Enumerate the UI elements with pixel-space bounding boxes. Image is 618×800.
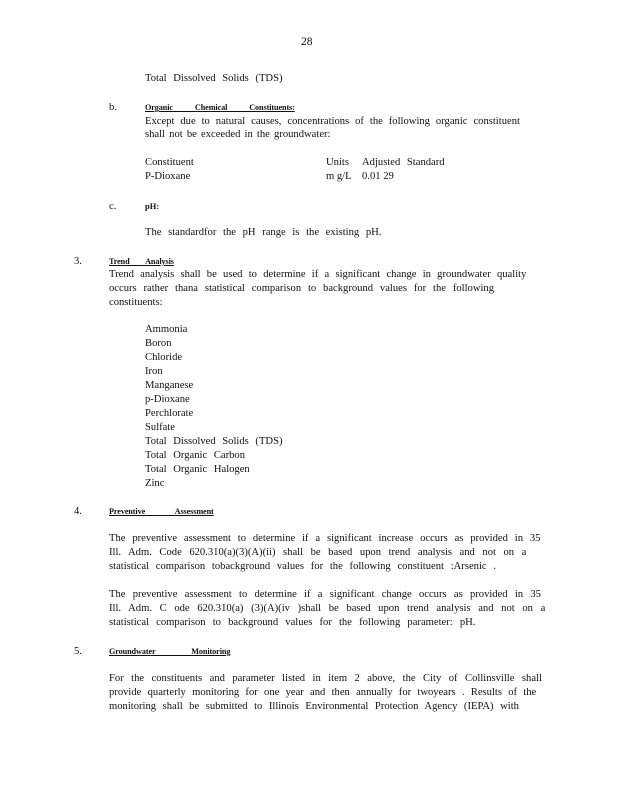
list-item: Ammonia [145, 324, 188, 335]
table-header-standard: Adjusted Standard [362, 157, 445, 168]
section-4-p1-line3: statistical comparison tobackground values for the following constituent :Arsenic . [109, 561, 497, 572]
section-b-heading: Organic Chemical Constituents: [145, 103, 295, 112]
section-5-line2: provide quarterly monitoring for one year and then annually for twoyears . Results of the [109, 687, 537, 698]
section-4-number: 4. [74, 506, 82, 517]
section-4-p1-line1: The preventive assessment to determine if a significant increase occurs as provided in 35 [109, 533, 541, 544]
section-c-marker: c. [109, 201, 117, 212]
table-row-standard: 0.01 29 [362, 171, 394, 182]
section-4-p2-line3: statistical comparison to background values for the following parameter: pH. [109, 617, 476, 628]
section-4-p1-line2: Ill. Adm. Code 620.310(a)(3)(A)(ii) shall be based upon trend analysis and not on a [109, 547, 527, 558]
constituent-list [145, 323, 283, 491]
list-item: Manganese [145, 380, 194, 391]
section-5-heading: Groundwater Monitoring [109, 647, 231, 656]
list-item: Sulfate [145, 422, 176, 433]
list-item: p-Dioxane [145, 394, 190, 405]
section-b-marker: b. [109, 102, 117, 113]
section-5-line1: For the constituents and parameter listed in item 2 above, the City of Collinsville shall [109, 673, 542, 684]
list-item: Iron [145, 366, 163, 377]
list-item: Perchlorate [145, 408, 194, 419]
list-item: Total Dissolved Solids (TDS) [145, 436, 283, 447]
table-row-constituent: P-Dioxane [145, 171, 191, 182]
section-3-line1: Trend analysis shall be used to determine if a significant change in groundwater quality [109, 269, 527, 280]
table-row-units: m g/L [326, 171, 352, 182]
table-header-constituent: Constituent [145, 157, 194, 168]
section-4-heading: Preventive Assessment [109, 507, 214, 516]
list-item: Total Organic Carbon [145, 450, 246, 461]
list-item: Boron [145, 338, 172, 349]
section-c-text: The standardfor the pH range is the existing pH. [145, 227, 382, 238]
list-item: Chloride [145, 352, 183, 363]
tds-line: Total Dissolved Solids (TDS) [145, 73, 283, 84]
list-item: Total Organic Halogen [145, 464, 250, 475]
section-3-line3: constituents: [109, 297, 163, 308]
page-number: 28 [301, 36, 313, 48]
section-5-number: 5. [74, 646, 82, 657]
section-4-p2-line1: The preventive assessment to determine if a significant change occurs as provided in 35 [109, 589, 541, 600]
section-5-line3: monitoring shall be submitted to Illinois Environmental Protection Agency (IEPA) with [109, 701, 519, 712]
table-header-units: Units [326, 157, 349, 168]
section-b-text-line1: Except due to natural causes, concentrations of the following organic constituent [145, 116, 520, 127]
section-c-heading: pH: [145, 201, 160, 211]
section-b-text-line2: shall not be exceeded in the groundwater: [145, 129, 331, 140]
section-4-p2-line2: Ill. Adm. C ode 620.310(a) (3)(A)(iv )shall be based upon trend analysis and not on a [109, 603, 546, 614]
section-3-line2: occurs rather thana statistical comparison to background values for the following [109, 283, 495, 294]
section-3-number: 3. [74, 256, 82, 267]
list-item: Zinc [145, 478, 165, 489]
section-3-heading: Trend Analysis [109, 257, 174, 266]
